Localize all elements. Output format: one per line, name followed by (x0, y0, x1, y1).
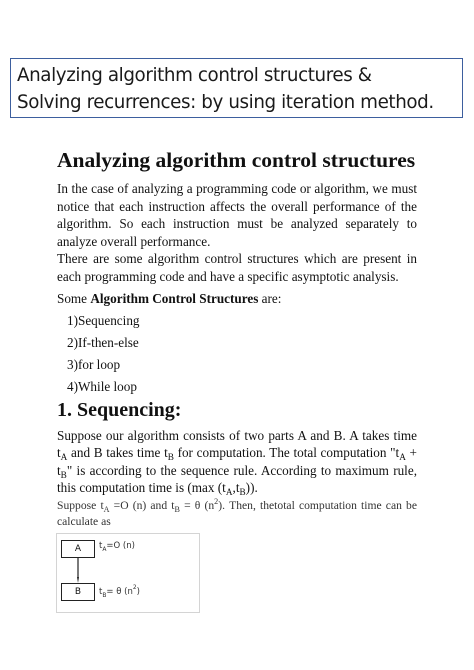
sequencing-heading: 1. Sequencing: (57, 399, 182, 421)
document-title-box (10, 58, 463, 118)
label-text: = θ (n (106, 587, 133, 597)
suppose-text: = θ (n (179, 499, 215, 512)
section-heading: Analyzing algorithm control structures (57, 148, 416, 172)
label-text: ) (136, 587, 140, 597)
seq-subscript: B (239, 487, 246, 498)
list-item: 4)While loop (67, 379, 137, 394)
suppose-subscript: B (174, 505, 180, 514)
seq-text: + t (57, 445, 417, 478)
diagram-label-a (99, 541, 135, 551)
suppose-paragraph (57, 498, 417, 530)
structures-list-intro (57, 290, 417, 308)
suppose-superscript: 2 (214, 497, 219, 506)
list-intro-suffix: are: (258, 291, 282, 306)
seq-text: ,t (232, 480, 240, 496)
list-item: 3)for loop (67, 357, 121, 372)
suppose-text: ). Then, thetotal computation time can be calculate as (57, 499, 417, 528)
seq-subscript: A (225, 487, 233, 498)
seq-text: )). (245, 480, 258, 496)
control-structures-paragraph: There are some algorithm control structures which are present in each programming code and have a specific asymptotic analysis. (57, 251, 417, 284)
label-text: t (99, 541, 103, 551)
title-line-1: Analyzing algorithm control structures & (17, 65, 372, 86)
label-subscript: A (102, 546, 107, 553)
title-line-2: Solving recurrences: by using iteration method. (17, 92, 434, 113)
seq-subscript: A (60, 452, 68, 463)
suppose-text: Suppose t (57, 499, 104, 512)
seq-text: and B takes time t (67, 445, 168, 461)
label-superscript: 2 (132, 584, 137, 591)
label-subscript: B (102, 592, 107, 599)
sequence-diagram (56, 533, 200, 613)
list-intro-bold: Algorithm Control Structures (90, 291, 259, 306)
seq-text: Suppose our algorithm consists of two parts A and B. A takes time t (57, 428, 417, 461)
suppose-subscript: A (103, 505, 110, 514)
label-text: =O (n) (106, 541, 135, 551)
seq-text: for computation. The total computation "t (173, 445, 400, 461)
seq-subscript: A (399, 452, 406, 463)
sequencing-paragraph (57, 427, 417, 497)
control-structures-list (67, 310, 140, 398)
list-item: 2)If-then-else (67, 335, 139, 350)
suppose-text: =O (n) and t (109, 499, 175, 512)
diagram-label-b (99, 584, 140, 599)
list-intro-prefix: Some (57, 291, 91, 306)
seq-text: " is according to the sequence rule. According to maximum rule, this computation time is (max (t (57, 462, 417, 496)
diagram-box-a: A (61, 540, 95, 558)
seq-subscript: B (167, 452, 174, 463)
down-arrow-icon (77, 558, 79, 583)
diagram-box-b: B (61, 583, 95, 601)
intro-paragraph: In the case of analyzing a programming code or algorithm, we must notice that each instruction affects the overall performance of the algorithm. So each instruction must be analyzed separately to analyze overall performance. (57, 181, 417, 249)
label-text: t (99, 587, 103, 597)
seq-subscript: B (60, 469, 67, 480)
list-item: 1)Sequencing (67, 313, 140, 328)
